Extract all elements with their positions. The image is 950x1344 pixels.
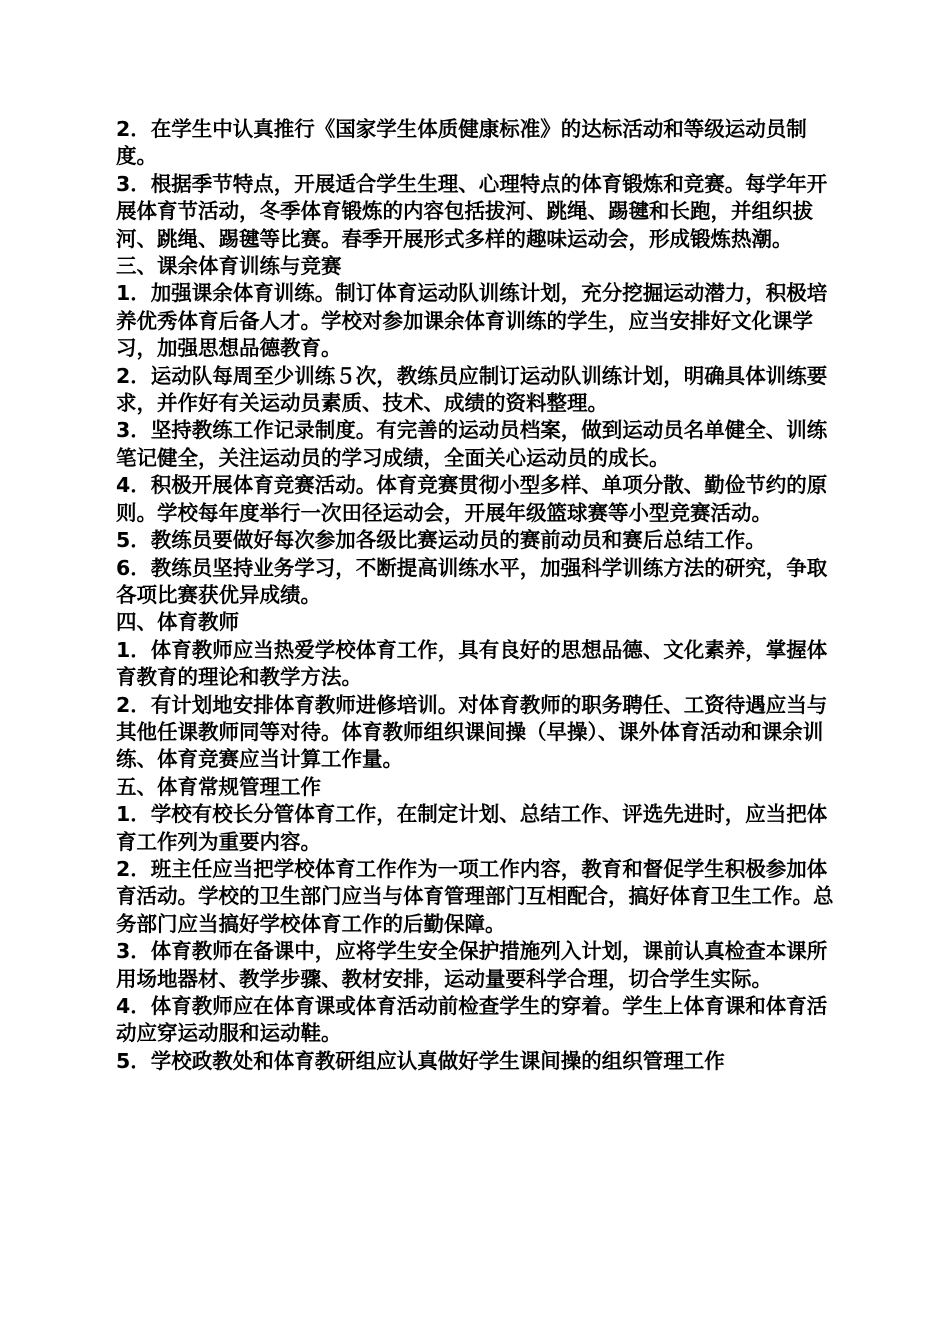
paragraph-teacher-2: 2．有计划地安排体育教师进修培训。对体育教师的职务聘任、工资待遇应当与其他任课教师同等对待。体育教师组织课间操（早操）、课外体育活动和课余训练、体育竞赛应当计算工作量。 — [116, 692, 828, 772]
paragraph-training-1: 1．加强课余体育训练。制订体育运动队训练计划，充分挖掘运动潜力，积极培养优秀体育后备人才。学校对参加课余体育训练的学生，应当安排好文化课学习，加强思想品德教育。 — [116, 281, 828, 361]
paragraph-management-2: 2．班主任应当把学校体育工作作为一项工作内容，教育和督促学生积极参加体育活动。学校的卫生部门应当与体育管理部门互相配合，搞好体育卫生工作。总务部门应当搞好学校体育工作的后勤保障。 — [116, 856, 834, 936]
paragraph-training-3: 3．坚持教练工作记录制度。有完善的运动员档案，做到运动员名单健全、训练笔记健全，关注运动员的学习成绩，全面关心运动员的成长。 — [116, 418, 828, 470]
paragraph-training-4: 4．积极开展体育竞赛活动。体育竞赛贯彻小型多样、单项分散、勤俭节约的原则。学校每年度举行一次田径运动会，开展年级篮球赛等小型竞赛活动。 — [116, 473, 828, 525]
paragraph-management-3: 3．体育教师在备课中，应将学生安全保护措施列入计划，课前认真检查本课所用场地器材、教学步骤、教材安排，运动量要科学合理，切合学生实际。 — [116, 939, 828, 991]
paragraph-teacher-1: 1．体育教师应当热爱学校体育工作，具有良好的思想品德、文化素养，掌握体育教育的理论和教学方法。 — [116, 637, 828, 690]
paragraph-training-6: 6．教练员坚持业务学习，不断提高训练水平，加强科学训练方法的研究，争取各项比赛获优异成绩。 — [116, 555, 828, 607]
paragraph-management-1: 1．学校有校长分管体育工作，在制定计划、总结工作、评选先进时，应当把体育工作列为重要内容。 — [116, 802, 828, 854]
section-heading-3: 三、课余体育训练与竞赛 — [116, 254, 342, 279]
paragraph-management-4: 4．体育教师应在体育课或体育活动前检查学生的穿着。学生上体育课和体育活动应穿运动服和运动鞋。 — [116, 994, 828, 1046]
paragraph-management-5: 5．学校政教处和体育教研组应认真做好学生课间操的组织管理工作 — [116, 1048, 725, 1073]
section-heading-4: 四、体育教师 — [116, 610, 239, 635]
section-heading-5: 五、体育常规管理工作 — [116, 774, 321, 799]
paragraph-training-2: 2．运动队每周至少训练５次，教练员应制订运动队训练计划，明确具体训练要求，并作好有关运动员素质、技术、成绩的资料整理。 — [116, 363, 828, 416]
paragraph-item-2: 2．在学生中认真推行《国家学生体质健康标准》的达标活动和等级运动员制度。 — [116, 117, 807, 169]
document-body — [116, 116, 844, 1075]
paragraph-item-3: 3．根据季节特点，开展适合学生生理、心理特点的体育锻炼和竞赛。每学年开展体育节活动，冬季体育锻炼的内容包括拔河、跳绳、踢毽和长跑，并组织拔河、跳绳、踢毽等比赛。春季开展形式多样的趣味运动会，形成锻炼热潮。 — [116, 171, 828, 251]
paragraph-training-5: 5．教练员要做好每次参加各级比赛运动员的赛前动员和赛后总结工作。 — [116, 528, 766, 553]
